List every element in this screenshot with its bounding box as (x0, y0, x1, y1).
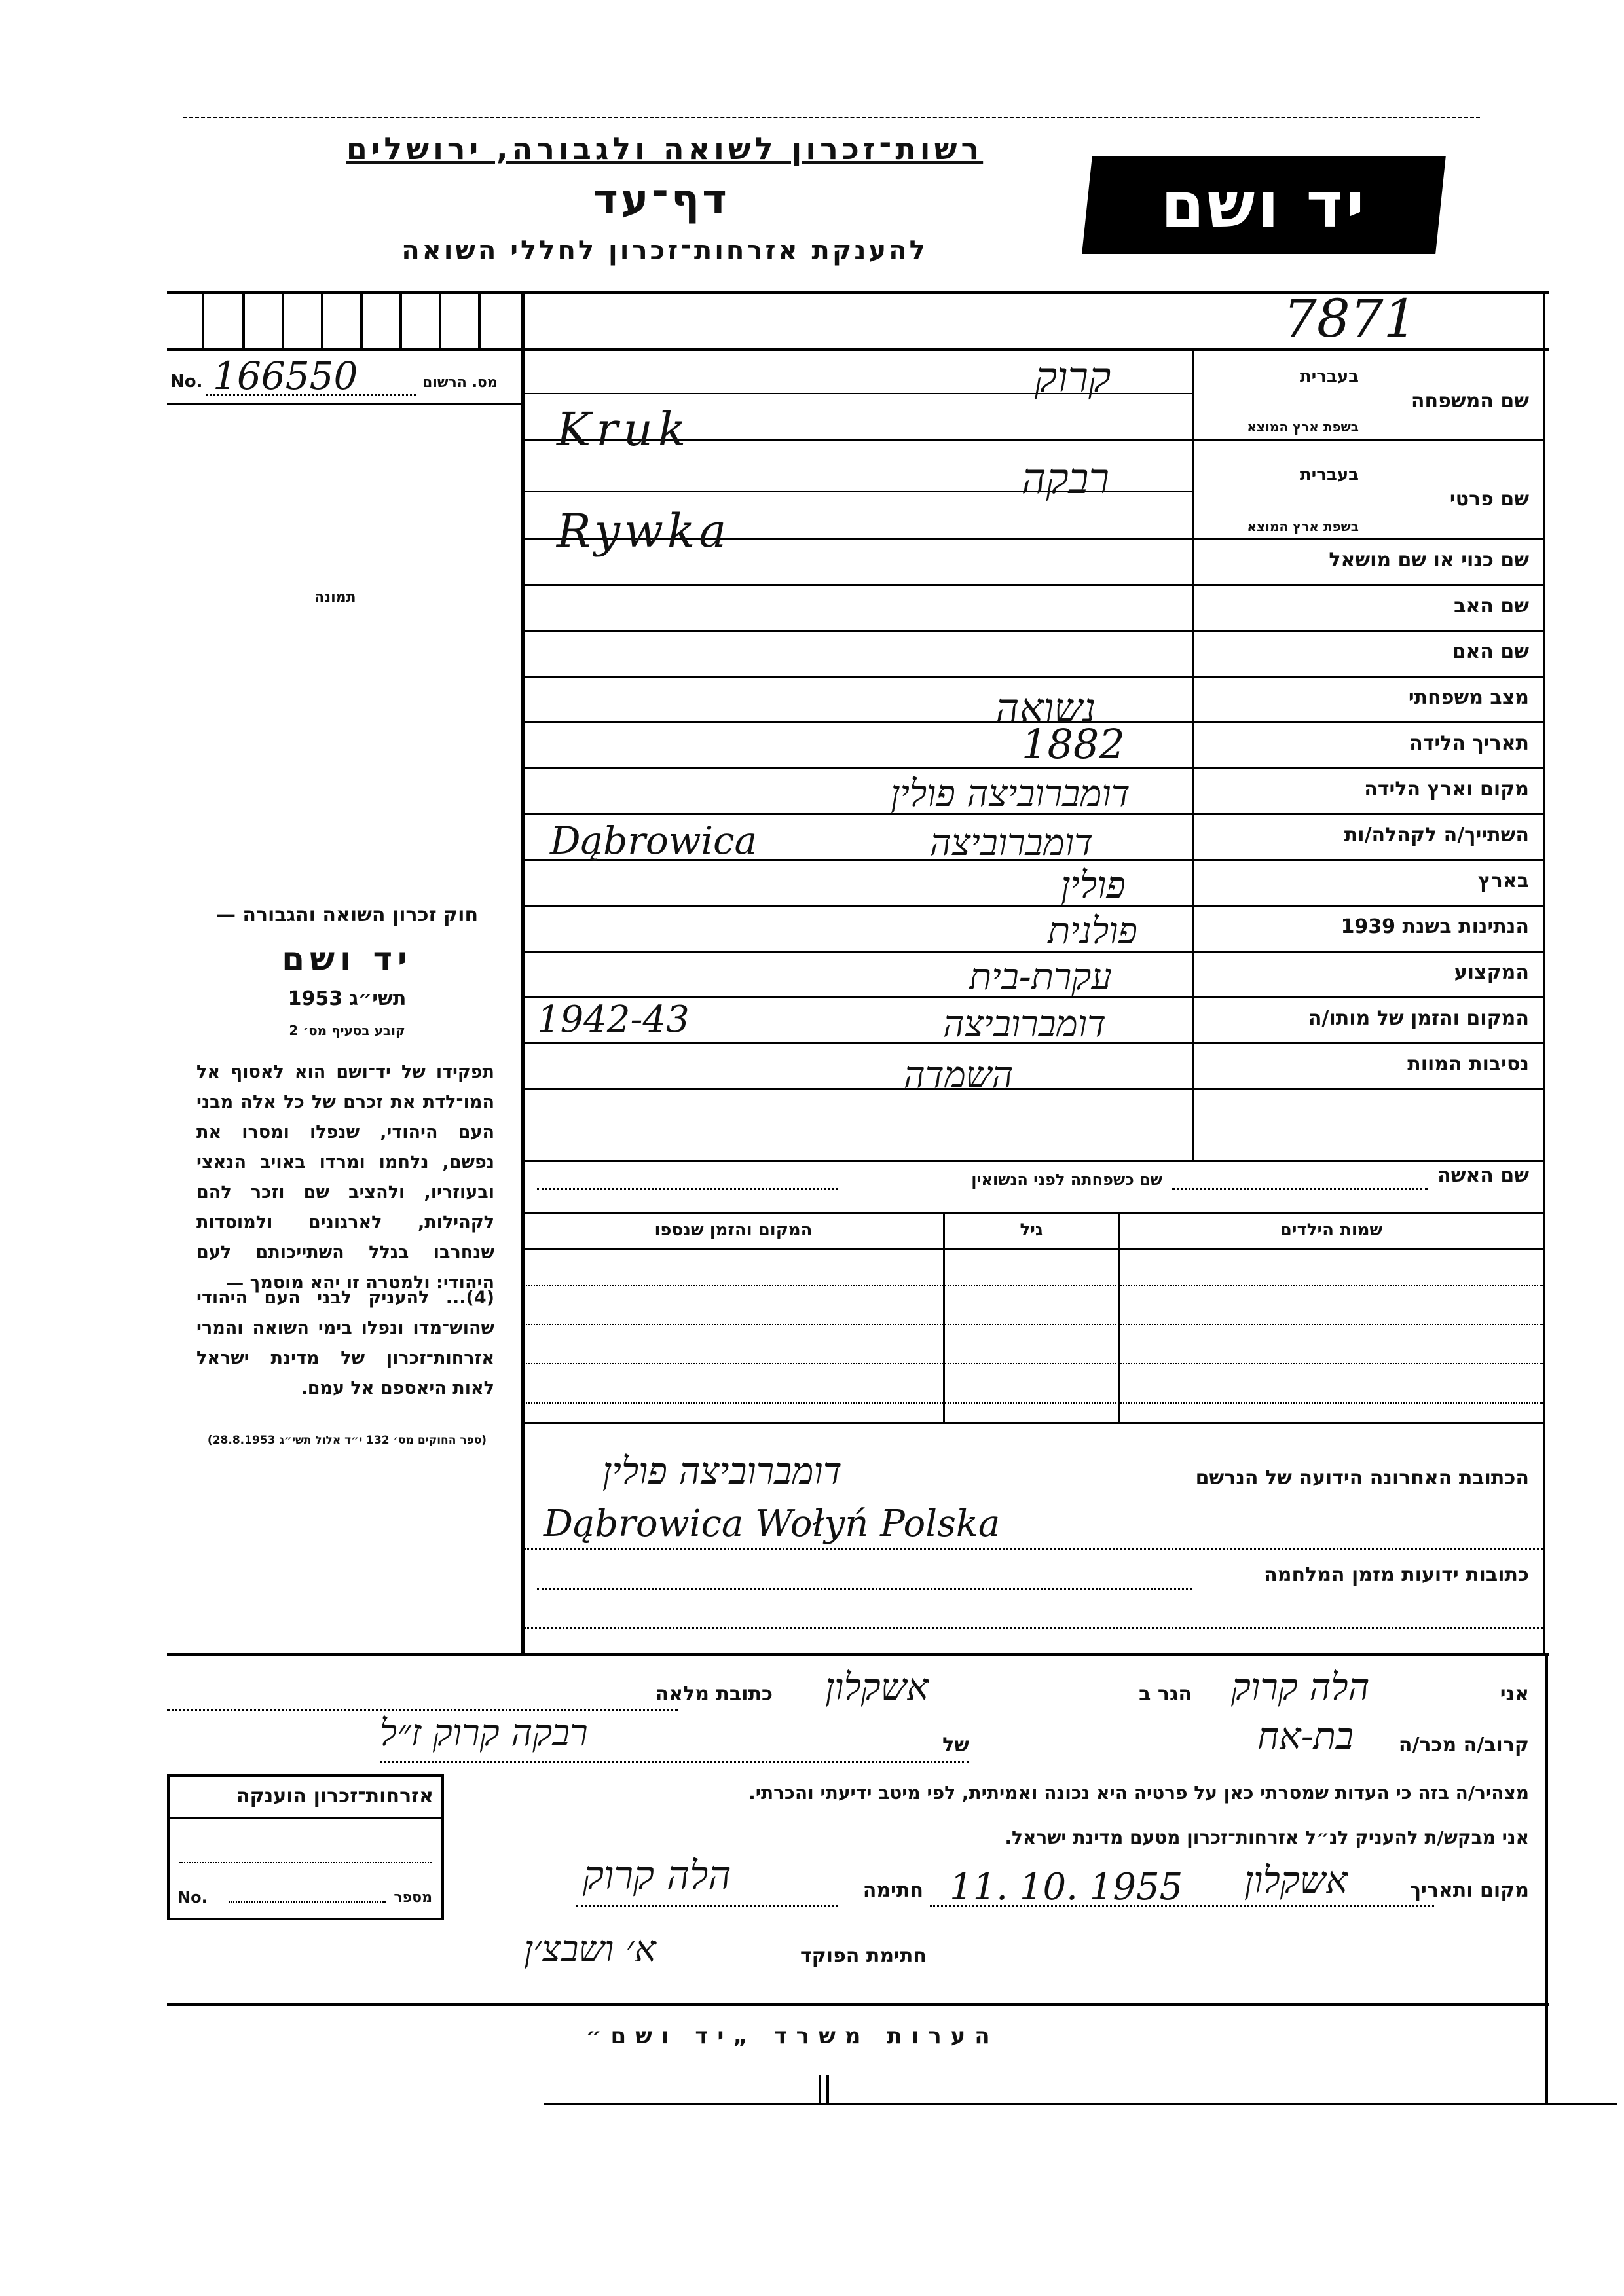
children-header-place: המקום והזמן שנספו (654, 1220, 813, 1240)
stamp-number-he: מספר (394, 1889, 432, 1906)
label-wartime-addresses: כתובות ידועות מזמן המלחמה (1264, 1563, 1529, 1586)
top-border (183, 117, 1480, 118)
office-notes: הערות משרד „יד ושם״ (585, 2023, 999, 2049)
section-separator (167, 1653, 1549, 1656)
value-relation: בת-אח (1257, 1715, 1354, 1758)
value-last-address-hebrew: דומברוביצה פולין (602, 1450, 842, 1493)
label-place-date: מקום ותאריך (1409, 1879, 1529, 1902)
value-city: אשקלון (825, 1666, 929, 1709)
value-family-hebrew: קרוק (1035, 354, 1111, 402)
declaration-statement-1: מצהיר/ה בזה כי העדות שמסרתי כאן על פרטיה היא נכונה ואמיתית, לפי מיטב ידיעתי והכרתי. (748, 1782, 1529, 1804)
last-address-line (524, 1548, 1543, 1550)
stamp-title: אזרחות־זכרון הוענקה (236, 1785, 434, 1808)
left-column-divider (521, 291, 525, 1653)
law-reference: (ספר החוקים מס׳ 132 י״ד אלול תשי״ג 28.8.1953) (207, 1434, 487, 1447)
citizenship-stamp-box (167, 1774, 444, 1920)
law-title: חוק זכרון השואה והגבורה — (215, 903, 479, 926)
label-nickname: שם כנוי או שם מושאל (1329, 549, 1529, 572)
form-subtitle: להענקת אזרחות־זכרון לחללי השואה (401, 236, 928, 266)
label-maiden-name: שם כשפחתה לפני הנשואין (971, 1171, 1162, 1189)
label-wife-name: שם האשה (1437, 1164, 1529, 1187)
label-first-hebrew: בעברית (1299, 465, 1359, 484)
law-paragraph-2: (4)... להעניק לבני העם היהודי שהוש־מדו ונפלו בימי השואה והמרי אזרחות־זכרון של מדינת ישראל לאות היאספם אל עמם. (196, 1288, 494, 1398)
label-first-origin: בשפת ארץ המוצא (1247, 519, 1359, 534)
value-date: 11. 10. 1955 (950, 1866, 1183, 1908)
label-profession: המקצוע (1454, 961, 1529, 984)
table-row (524, 1402, 1543, 1404)
value-place: אשקלון (1244, 1859, 1348, 1902)
registration-label-en: No. (170, 372, 203, 392)
wartime-addresses-line (537, 1588, 1192, 1590)
label-family-hebrew: בעברית (1299, 367, 1359, 386)
registration-no (167, 354, 521, 398)
value-first-origin: Rywka (557, 504, 731, 558)
bottom-tick-1 (819, 2075, 821, 2104)
value-death-circumstances: השמדה (904, 1054, 1014, 1097)
table-row (524, 1363, 1543, 1364)
children-header-age: גיל (1020, 1220, 1043, 1240)
label-of: של (942, 1734, 969, 1757)
law-paragraph-1: תפקידו של יד־ושם הוא לאסוף אל המו־לדת את זכרם של כל אלה מבני העם היהודי, שנפלו ומסרו את נפשם, נלחמו ומרדו באויב הנאצי ובעוזריו, ולהציב שם וזכר להם לקהילות, לארגונים ולמוסדות שנחרבו בגלל השתייכותם לעם היהודי: ולמטרה זו יהא מוסמך — (196, 1062, 494, 1293)
maiden-name-line (537, 1188, 838, 1190)
stamp-number-en: No. (177, 1888, 208, 1906)
value-death-time: 1942-43 (537, 998, 690, 1041)
label-first-name: שם פרטי (1449, 488, 1529, 511)
value-death-place: דומברוביצה (943, 1003, 1107, 1046)
bottom-line (544, 2103, 1617, 2105)
label-marital-status: מצב משפחתי (1408, 686, 1529, 709)
label-birth-date: תאריך הלידה (1409, 732, 1529, 755)
label-community: השתייך/ה לקהלה/ות (1344, 824, 1529, 847)
law-clause: קובע בסעיף מס׳ 2 (289, 1023, 405, 1038)
office-separator (167, 2003, 1549, 2006)
label-officer-signature: חתימת הפוקד (800, 1944, 927, 1967)
declaration-statement-2: אני מבקש/ת להעניק לנ״ל אזרחות־זכרון מטעם מדינת ישראל. (1005, 1827, 1529, 1848)
registration-label-he: מס. הרשום (422, 374, 498, 391)
reference-number: 7871 (1283, 288, 1417, 349)
label-column-divider (1192, 348, 1194, 1160)
label-last-address: הכתובת האחרונה הידועה של הנרשם (1195, 1467, 1529, 1489)
right-border (1543, 291, 1545, 1653)
label-mother-name: שם האם (1452, 640, 1529, 663)
wartime-addresses-line-2 (524, 1627, 1543, 1629)
label-citizenship: הנתינות בשנת 1939 (1340, 915, 1529, 938)
label-death-circumstances: נסיבות המוות (1407, 1053, 1529, 1076)
law-name: יד ושם (282, 940, 413, 978)
registration-value: 166550 (213, 354, 358, 398)
value-community-hebrew: דומברוביצה (930, 822, 1094, 864)
bottom-tick-2 (826, 2075, 829, 2104)
value-marital-status: נשואה (995, 684, 1096, 732)
value-officer-signature: א׳ ושבצ׳ן (524, 1928, 656, 1971)
signature-line (576, 1905, 838, 1907)
authority-title: רשות־זכרון לשואה ולגבורה, ירושלים (346, 131, 984, 166)
value-signature: הלה קרוק (583, 1853, 731, 1899)
value-family-origin: Kruk (557, 403, 692, 456)
label-signature: חתימה (862, 1879, 923, 1902)
children-header-names: שמות הילדים (1280, 1220, 1383, 1240)
wife-name-line (1172, 1188, 1428, 1190)
value-birth-date: 1882 (1022, 720, 1125, 768)
label-father-name: שם האב (1454, 594, 1529, 617)
value-last-address-latin: Dąbrowica Wołyń Polska (544, 1503, 1001, 1545)
label-resides: הגר ב (1139, 1683, 1192, 1705)
value-first-hebrew: רבקה (1022, 455, 1110, 503)
children-table (524, 1212, 1543, 1422)
photo-label: תמונה (314, 589, 356, 606)
full-address-line (167, 1709, 678, 1711)
label-family-name: שם המשפחה (1411, 390, 1529, 412)
table-row (524, 1324, 1543, 1325)
label-ani: אני (1500, 1683, 1529, 1705)
label-full-address: כתובת מלאה (655, 1683, 773, 1705)
code-boxes (177, 293, 524, 348)
value-citizenship: פולנית (1048, 910, 1137, 953)
registration-underline (167, 403, 524, 405)
value-in-country: פולין (1061, 864, 1126, 907)
value-relative-of: רבקה קרוק ז״ל (380, 1712, 588, 1755)
table-row (524, 1285, 1543, 1286)
value-witness-name: הלה קרוק (1231, 1666, 1370, 1709)
value-birth-place: דומברוביצה פולין (891, 773, 1130, 815)
label-family-origin: בשפת ארץ המוצא (1247, 419, 1359, 435)
logo-text: יד ושם (1160, 168, 1367, 242)
form-title: דף־עד (593, 175, 729, 224)
yad-vashem-logo (1082, 156, 1446, 254)
label-death-place-time: המקום והזמן של מותו/ה (1308, 1007, 1529, 1030)
value-community-latin: Dąbrowica (550, 818, 758, 863)
label-birth-place: מקום וארץ הלידה (1364, 778, 1529, 801)
value-profession: עקרת-בית (969, 956, 1113, 998)
label-relative: קרוב/ה מכר/ה (1398, 1734, 1529, 1757)
relative-line (380, 1761, 969, 1763)
label-in-country: בארץ (1477, 869, 1529, 892)
place-date-line (930, 1905, 1434, 1907)
right-edge-line (1545, 1653, 1548, 2105)
law-year: תשי״ג 1953 (287, 987, 407, 1010)
